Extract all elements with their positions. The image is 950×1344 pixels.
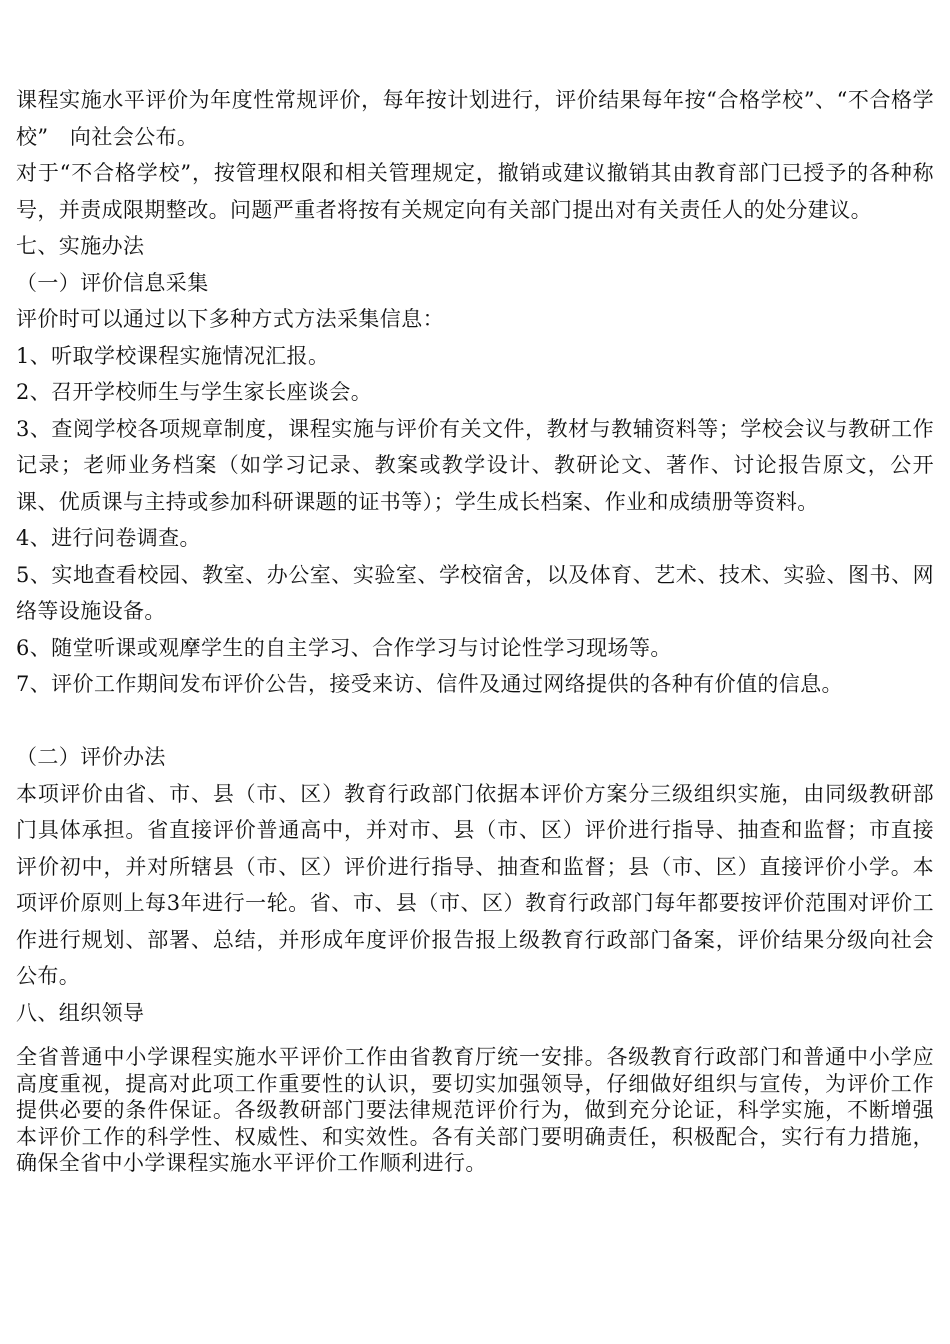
list-item: 3、查阅学校各项规章制度，课程实施与评价有关文件，教材与教辅资料等；学校会议与教研工作记录；老师业务档案（如学习记录、教案或教学设计、教研论文、著作、讨论报告原文，公开课、优质课与主持或参加科研课题的证书等）；学生成长档案、作业和成绩册等资料。 (16, 416, 934, 514)
spacer (16, 1031, 934, 1044)
section-heading-implementation: 七、实施办法 (16, 234, 145, 258)
list-item: 1、听取学校课程实施情况汇报。 (16, 343, 330, 368)
document-body (16, 82, 934, 1177)
paragraph-leadership: 全省普通中小学课程实施水平评价工作由省教育厅统一安排。各级教育行政部门和普通中小学应高度重视，提高对此项工作重要性的认识，要切实加强领导，仔细做好组织与宣传，为评价工作提供必要的条件保证。各级教研部门要法律规范评价行为，做到充分论证，科学实施，不断增强本评价工作的科学性、权威性、和实效性。各有关部门要明确责任，积极配合，实行有力措施，确保全省中小学课程实施水平评价工作顺利进行。 (16, 1045, 934, 1175)
list-item: 2、召开学校师生与学生家长座谈会。 (16, 380, 373, 404)
subsection-heading-info-collection: （一）评价信息采集 (16, 270, 209, 295)
list-item: 7、评价工作期间发布评价公告，接受来访、信件及通过网络提供的各种有价值的信息。 (16, 672, 843, 696)
list-item: 4、进行问卷调查。 (16, 526, 201, 550)
list-item: 6、随堂听课或观摩学生的自主学习、合作学习与讨论性学习现场等。 (16, 635, 672, 660)
section-heading-leadership: 八、组织领导 (16, 1000, 145, 1025)
paragraph-evaluation-method: 本项评价由省、市、县（市、区）教育行政部门依据本评价方案分三级组织实施，由同级教研部门具体承担。省直接评价普通高中，并对市、县（市、区）评价进行指导、抽查和监督；市直接评价初中，并对所辖县（市、区）评价进行指导、抽查和监督；县（市、区）直接评价小学。本项评价原则上每3年进行一轮。省、市、县（市、区）教育行政部门每年都要按评价范围对评价工作进行规划、部署、总结，并形成年度评价报告报上级教育行政部门备案，评价结果分级向社会公布。 (16, 781, 934, 988)
paragraph-evaluation-cycle: 课程实施水平评价为年度性常规评价，每年按计划进行，评价结果每年按“合格学校”、“不合格学校” 向社会公布。 (16, 88, 934, 149)
subsection-heading-evaluation-method: （二）评价办法 (16, 745, 166, 769)
paragraph-unqualified-schools: 对于“不合格学校”，按管理权限和相关管理规定，撤销或建议撤销其由教育部门已授予的各种称号，并责成限期整改。问题严重者将按有关规定向有关部门提出对有关责任人的处分建议。 (16, 161, 934, 222)
blank-line (16, 703, 934, 740)
list-item: 5、实地查看校园、教室、办公室、实验室、学校宿舍，以及体育、艺术、技术、实验、图书、网络等设施设备。 (16, 562, 934, 623)
paragraph-collection-intro: 评价时可以通过以下多种方式方法采集信息： (16, 307, 444, 331)
